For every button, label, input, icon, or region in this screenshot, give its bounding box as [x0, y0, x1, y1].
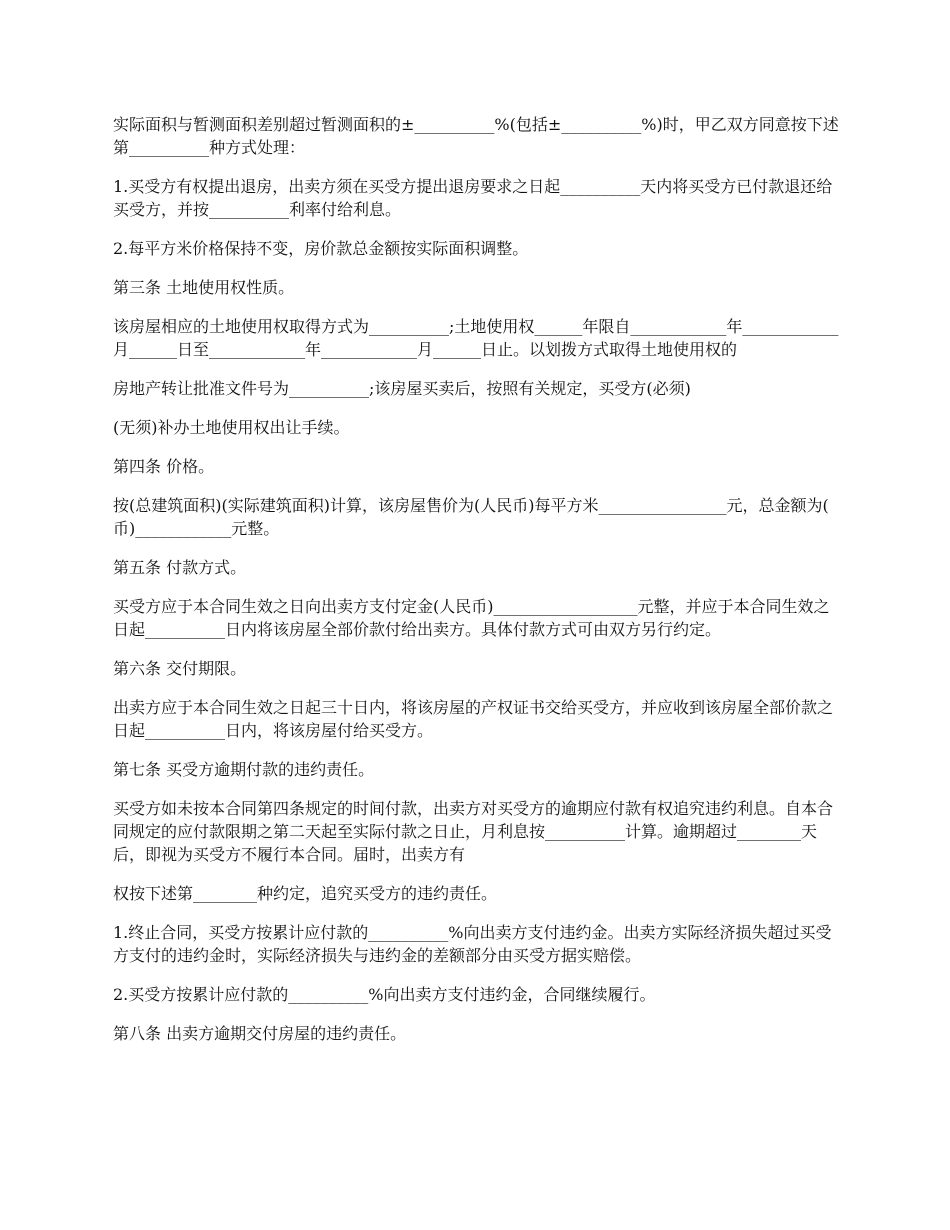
heading-article-6: 第六条 交付期限。	[113, 659, 247, 678]
paragraph-payment: 买受方应于本合同生效之日向出卖方支付定金(人民币)__________________元整，并应于本合同生效之日起__________日内将该房屋全部价款付给出卖方。具体付款方式可由双方另行约定。	[113, 597, 830, 639]
paragraph-option-1-refund: 1.买受方有权提出退房，出卖方须在买受方提出退房要求之日起__________天内将买受方已付款退还给买受方，并按__________利率付给利息。	[113, 177, 833, 219]
heading-article-3: 第三条 土地使用权性质。	[113, 278, 295, 297]
heading-article-7: 第七条 买受方逾期付款的违约责任。	[113, 760, 375, 779]
paragraph-liability-option-2: 2.买受方按累计应付款的__________%向出卖方支付违约金，合同继续履行。	[113, 985, 656, 1004]
paragraph-liability-option-1: 1.终止合同，买受方按累计应付款的__________%向出卖方支付违约金。出卖方实际经济损失超过买受方支付的违约金时，实际经济损失与违约金的差额部分由买受方据实赔偿。	[113, 923, 832, 965]
paragraph-price: 按(总建筑面积)(实际建筑面积)计算，该房屋售价为(人民币)每平方米________________元，总金额为( 币)____________元整。	[113, 496, 834, 538]
heading-article-8: 第八条 出卖方逾期交付房屋的违约责任。	[113, 1024, 407, 1043]
paragraph-delivery: 出卖方应于本合同生效之日起三十日内，将该房屋的产权证书交给买受方，并应收到该房屋全部价款之日起__________日内，将该房屋付给买受方。	[113, 698, 834, 740]
paragraph-late-payment: 买受方如未按本合同第四条规定的时间付款，出卖方对买受方的逾期应付款有权追究违约利息。自本合同规定的应付款限期之第二天起至实际付款之日止，月利息按__________计算。逾期超过________天后，即视为买受方不履行本合同。届时，出卖方有	[113, 799, 834, 864]
heading-article-4: 第四条 价格。	[113, 457, 215, 476]
paragraph-liability-choice: 权按下述第________种约定，追究买受方的违约责任。	[113, 884, 498, 903]
paragraph-area-difference: 实际面积与暂测面积差别超过暂测面积的±__________%(包括±__________%)时，甲乙双方同意按下述第__________种方式处理：	[113, 115, 839, 157]
paragraph-transfer-procedures: (无须)补办土地使用权出让手续。	[113, 418, 350, 437]
contract-page	[113, 113, 843, 1061]
paragraph-land-use-right: 该房屋相应的土地使用权取得方式为__________;土地使用权______年限自____________年____________月______日至____________年____________月______日止。以划拨方式取得土地使用权的	[113, 317, 839, 359]
heading-article-5: 第五条 付款方式。	[113, 558, 247, 577]
paragraph-approval-document: 房地产转让批准文件号为__________;该房屋买卖后，按照有关规定，买受方(必须)	[113, 379, 691, 398]
paragraph-option-2-adjust: 2.每平方米价格保持不变，房价款总金额按实际面积调整。	[113, 239, 529, 258]
